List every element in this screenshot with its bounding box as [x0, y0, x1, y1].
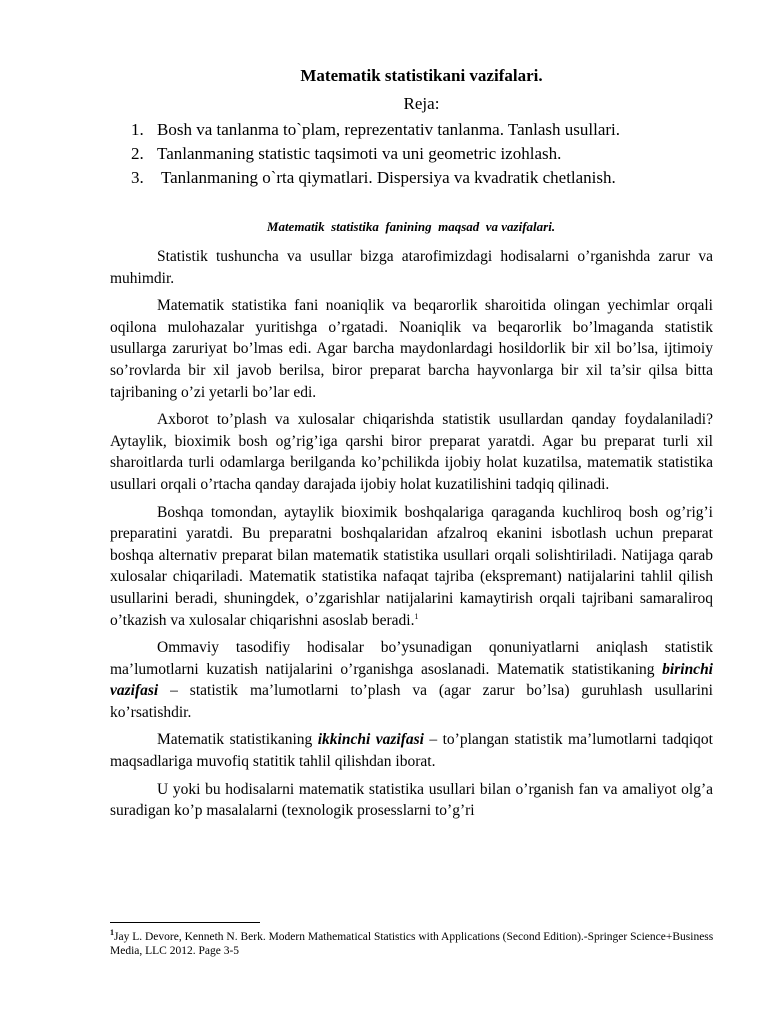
list-item-number: 3. [131, 168, 144, 187]
paragraph-text: Matematik statistikaning [157, 731, 318, 749]
list-item [131, 142, 731, 166]
emphasis-second-task: ikkinchi vazifasi [317, 731, 424, 749]
paragraph: Axborot to’plash va xulosalar chiqarishda statistik usullardan qanday foydalaniladi? Aytaylik, bioximik bosh og’rig’iga qarshi biror preparat yaratdi. Agar bu preparat turli xil sharoitlarda turli odamlarga berilganda ko’pchilikda ijobiy holat kuzatilsa, matematik statistika usullari orqali o’rtacha qanday darajada ijobiy holat kuzatilishini tadqiq qilinadi. [110, 411, 713, 493]
footnote [110, 926, 730, 958]
document-body [110, 246, 713, 828]
paragraph [110, 637, 713, 723]
paragraph: Statistik tushuncha va usullar bizga atarofimizdagi hodisalarni o’rganishda zarur va muhimdir. [110, 248, 713, 287]
section-subtitle: Matematik statistika fanining maqsad va vazifalari. [266, 219, 556, 234]
list-item-number: 1. [131, 120, 144, 139]
paragraph-text: – statistik ma’lumotlarni to’plash va (agar zarur bo’lsa) guruhlash usullarini ko’rsatishdir. [110, 682, 713, 721]
list-item-text: Tanlanmaning o`rta qiymatlari. Dispersiya va kvadratik chetlanish. [157, 168, 616, 187]
plan-list [131, 118, 731, 190]
paragraph [110, 502, 713, 632]
footnote-mark: 1 [110, 928, 114, 937]
document-title: Matematik statistikani vazifalari. [300, 66, 543, 85]
list-item [131, 118, 731, 142]
paragraph-text: Ommaviy tasodifiy hodisalar bo’ysunadigan qonuniyatlarni aniqlash statistik ma’lumotlarni kuzatish natijalarini o’rganishga asoslanadi. Matematik statistikaning [110, 639, 713, 678]
emphasis-first-task: birinchi vazifasi [110, 660, 713, 700]
paragraph [110, 729, 713, 772]
paragraph-text: Boshqa tomondan, aytaylik bioximik boshqalariga qaraganda kuchliroq bosh og’rig’i preparatini yaratdi. Bu preparatni boshqalaridan afzalroq ekanini isbotlash uchun preparat boshqa alternativ preparat bilan matematik statistika usullari orqali solishtiriladi. Natijaga qarab xulosalar chiqariladi. Matematik statistika nafaqat tajriba (ekspremant) natijalarini tahlil qilish usullarini beradi, shuningdek, o’zgarishlar natijalarini kamaytirish orqali tajribani samaraliroq o’tkazish va xulosalar chiqarishni asoslab beradi. [110, 503, 713, 629]
list-item-text: Bosh va tanlanma to`plam, reprezentativ tanlanma. Tanlash usullari. [157, 120, 621, 139]
plan-heading: Reja: [403, 94, 440, 113]
footnote-reference: 1 [414, 611, 419, 621]
list-item [131, 166, 731, 190]
footnote-divider [110, 922, 260, 923]
footnote-text: Jay L. Devore, Kenneth N. Berk. Modern Mathematical Statistics with Applications (Second Edition).-Springer Science+Business Media, LLC 2012. Page 3-5 [110, 930, 714, 957]
list-item-text: Tanlanmaning statistic taqsimoti va uni geometric izohlash. [157, 144, 562, 163]
paragraph: Matematik statistika fani noaniqlik va beqarorlik sharoitida olingan yechimlar orqali oqilona mulohazalar yuritishga o’rgatadi. Noaniqlik va beqarorlik bo’lmaganda statistik usullarga zaruriyat bo’lmas edi. Agar barcha maydonlardagi hosildorlik bir xil bo’lsa, ijtimoiy so’rovlarda bir xil javob berilsa, biror preparat barcha hayvonlarga bir xil ta’sir qilsa bitta tajribaning o’zi yetarli bo’lar edi. [110, 297, 713, 401]
paragraph: U yoki bu hodisalarni matematik statistika usullari bilan o’rganish fan va amaliyot olg’a suradigan ko’p masalalarni (texnologik prosesslarni to’g’ri [110, 780, 713, 820]
list-item-number: 2. [131, 144, 144, 163]
paragraph-text: – to’plangan statistik ma’lumotlarni tadqiqot maqsadlariga muvofiq statitik tahlil qilishdan iborat. [110, 731, 713, 771]
